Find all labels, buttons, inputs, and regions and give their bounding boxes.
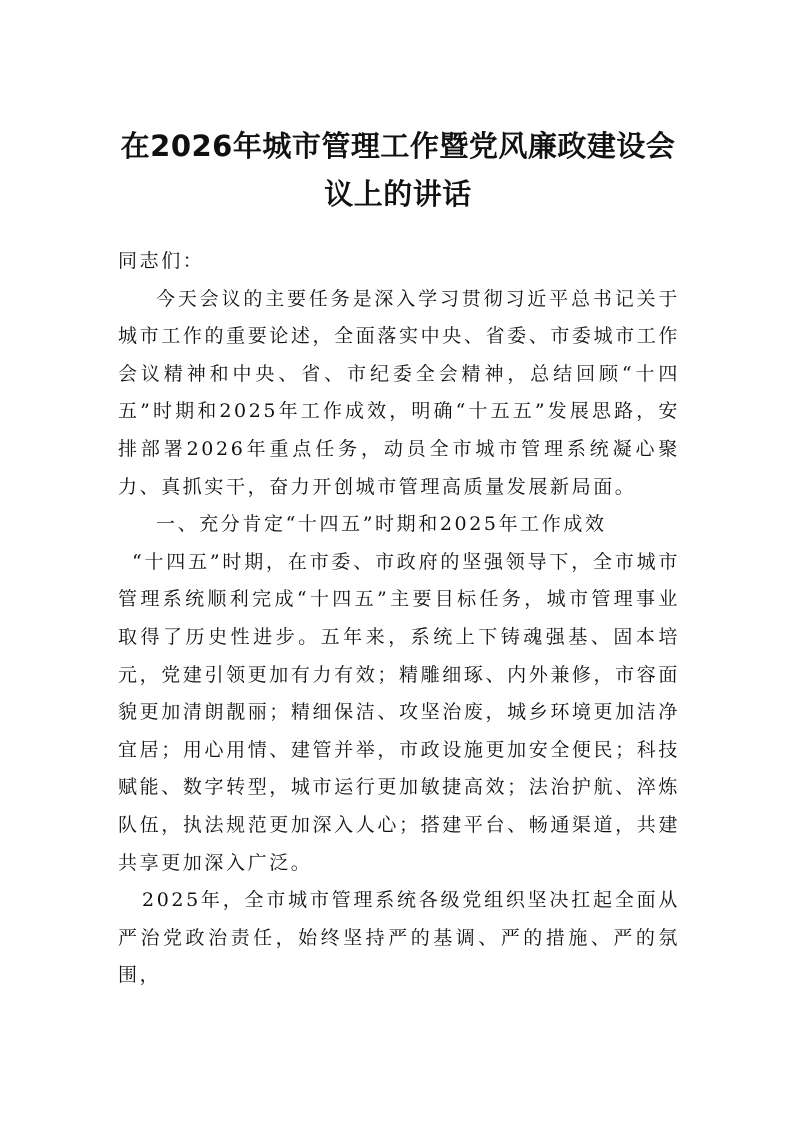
document-title-line-1: 在2026年城市管理工作暨党风廉政建设会 bbox=[120, 129, 676, 163]
document-body bbox=[118, 243, 680, 995]
paragraph-intro: 今天会议的主要任务是深入学习贯彻习近平总书记关于城市工作的重要论述，全面落实中央、省委、市委城市工作会议精神和中央、省、市纪委全会精神，总结回顾“十四五”时期和2025年工作成效，明确“十五五”发展思路，安排部署2026年重点任务，动员全市城市管理系统凝心聚力、真抓实干，奋力开创城市管理高质量发展新局面。 bbox=[118, 287, 680, 498]
salutation: 同志们： bbox=[118, 250, 205, 272]
document-title-line-2: 议上的讲话 bbox=[324, 177, 472, 211]
paragraph-2025: 2025年，全市城市管理系统各级党组织坚决扛起全面从严治党政治责任，始终坚持严的基调、严的措施、严的氛围， bbox=[118, 889, 680, 987]
section-heading-1: 一、充分肯定“十四五”时期和2025年工作成效 bbox=[156, 513, 607, 536]
paragraph-14th-five-year: “十四五”时期，在市委、市政府的坚强领导下，全市城市管理系统顺利完成“十四五”主要目标任务，城市管理事业取得了历史性进步。五年来，系统上下铸魂强基、固本培元，党建引领更加有力有效；精雕细琢、内外兼修，市容面貌更加清朗靓丽；精细保洁、攻坚治废，城乡环境更加洁净宜居；用心用情、建管并举，市政设施更加安全便民；科技赋能、数字转型，城市运行更加敏捷高效；法治护航、淬炼队伍，执法规范更加深入人心；搭建平台、畅通渠道，共建共享更加深入广泛。 bbox=[118, 550, 680, 874]
